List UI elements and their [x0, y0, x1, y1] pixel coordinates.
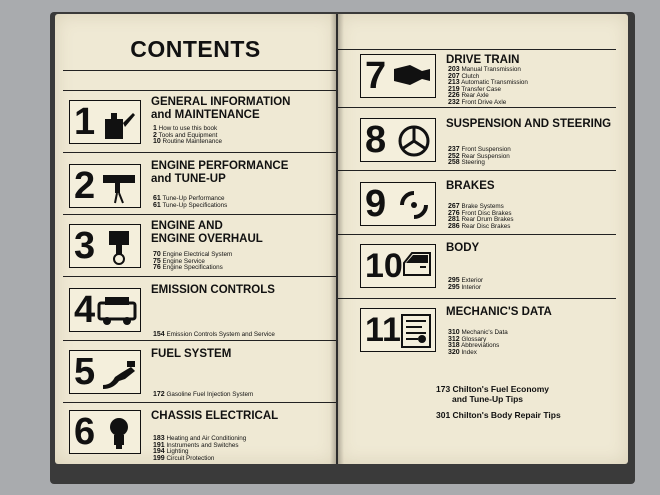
chapter-4-items: 154 Emission Controls System and Service: [153, 331, 275, 338]
steering-wheel-icon: [396, 123, 432, 159]
chapter-2-box: [69, 164, 141, 208]
timing-light-icon: [101, 169, 137, 205]
chapter-10-heading[interactable]: BODY: [446, 242, 480, 254]
fuel-economy-tips[interactable]: 173 Chilton's Fuel Economy and Tune-Up Tips: [436, 384, 550, 404]
chapter-rule: [63, 152, 336, 153]
chapter-4-heading[interactable]: EMISSION CONTROLS: [151, 284, 275, 296]
left-page: [55, 14, 336, 464]
chapter-number: 8: [365, 119, 387, 161]
contents-title: CONTENTS: [130, 36, 261, 62]
chapter-5-heading[interactable]: FUEL SYSTEM: [151, 348, 232, 360]
chapter-number: 5: [74, 351, 96, 393]
chapter-7-heading[interactable]: DRIVE TRAIN: [446, 54, 520, 66]
chapter-number: 3: [74, 225, 96, 267]
chapter-2-items: 61 Tune-Up Performance 61 Tune-Up Specifications: [153, 195, 228, 209]
chapter-3-heading[interactable]: ENGINE AND ENGINE OVERHAUL: [151, 220, 263, 245]
chapter-11-box: [360, 308, 436, 352]
chapter-1-box: [69, 100, 141, 144]
chapter-rule: [338, 49, 616, 50]
piston-icon: [101, 229, 137, 265]
title-rule: [63, 70, 336, 71]
chapter-3-box: [69, 224, 141, 268]
chapter-number: 7: [365, 55, 387, 97]
chapter-10-box: [360, 244, 436, 288]
chapter-1-heading[interactable]: GENERAL INFORMATION and MAINTENANCE: [151, 96, 291, 121]
chapter-number: 2: [74, 165, 96, 207]
chapter-number: 11: [365, 311, 401, 349]
chapter-8-box: [360, 118, 436, 162]
chapter-6-heading[interactable]: CHASSIS ELECTRICAL: [151, 410, 279, 422]
chapter-9-items: 267 Brake Systems 276 Front Disc Brakes 281 Rear Drum Brakes 286 Rear Disc Brakes: [448, 203, 514, 230]
chapter-number: 6: [74, 411, 96, 453]
chapter-rule: [338, 298, 616, 299]
chapter-3-items: 70 Engine Electrical System 75 Engine Service 76 Engine Specifications: [153, 251, 233, 272]
chapter-6-box: [69, 410, 141, 454]
mechanics-data-icon: [400, 313, 432, 349]
chapter-number: 10: [365, 247, 403, 285]
chapter-rule: [63, 90, 336, 91]
chapter-rule: [63, 340, 336, 341]
chapter-7-box: [360, 54, 436, 98]
chapter-rule: [63, 402, 336, 403]
chapter-number: 4: [74, 289, 96, 331]
chapter-rule: [63, 276, 336, 277]
right-page: [338, 14, 628, 464]
chapter-10-items: 295 Exterior 295 Interior: [448, 277, 484, 291]
chapter-rule: [338, 234, 616, 235]
chapter-9-box: [360, 182, 436, 226]
chapter-rule: [338, 170, 616, 171]
chapter-number: 1: [74, 101, 96, 143]
car-door-icon: [402, 249, 432, 279]
chapter-8-heading[interactable]: SUSPENSION AND STEERING: [446, 118, 612, 130]
fuel-nozzle-icon: [101, 355, 137, 391]
chapter-8-items: 237 Front Suspension 252 Rear Suspension 258 Steering: [448, 146, 511, 167]
chapter-number: 9: [365, 183, 387, 225]
chapter-rule: [338, 107, 616, 108]
chapter-5-box: [69, 350, 141, 394]
chapter-2-heading[interactable]: ENGINE PERFORMANCE and TUNE-UP: [151, 160, 289, 185]
chapter-4-box: [69, 288, 141, 332]
chapter-11-items: 310 Mechanic's Data 312 Glossary 318 Abbreviations 320 Index: [448, 329, 508, 356]
transmission-icon: [392, 59, 432, 95]
oil-can-icon: [101, 105, 137, 141]
chapter-11-heading[interactable]: MECHANIC'S DATA: [446, 306, 552, 318]
body-repair-tips[interactable]: 301 Chilton's Body Repair Tips: [436, 410, 561, 420]
chapter-6-items: 183 Heating and Air Conditioning 191 Instruments and Switches 194 Lighting 199 Circuit Protection: [153, 435, 247, 462]
car-exhaust-icon: [97, 293, 137, 329]
chapter-7-items: 203 Manual Transmission 207 Clutch 213 Automatic Transmission 219 Transfer Case 226 Rear Axle 232 Front Drive Axle: [448, 66, 528, 106]
chapter-rule: [63, 214, 336, 215]
chapter-9-heading[interactable]: BRAKES: [446, 180, 495, 192]
brake-shoe-icon: [396, 187, 432, 223]
chapter-1-items: 1 How to use this book 2 Tools and Equipment 10 Routine Maintenance: [153, 125, 223, 146]
light-bulb-icon: [101, 415, 137, 451]
chapter-5-items: 172 Gasoline Fuel Injection System: [153, 391, 254, 398]
